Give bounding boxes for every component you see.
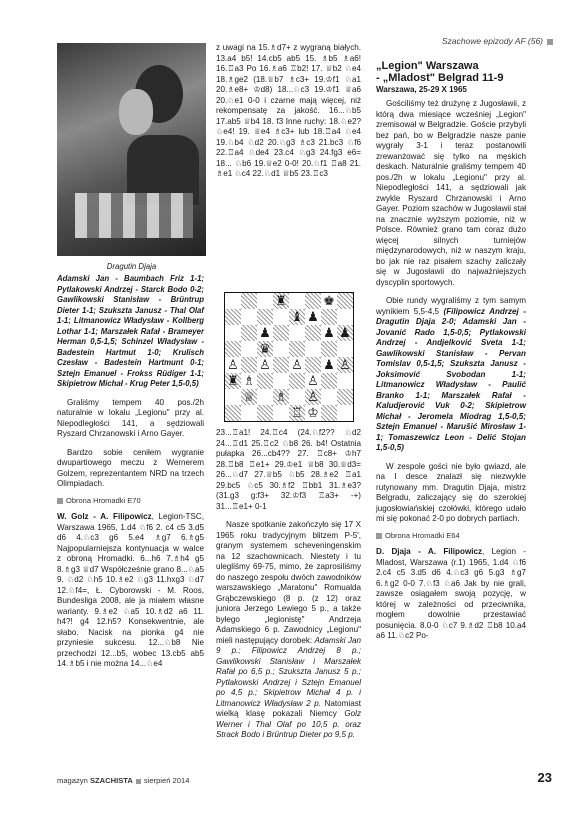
chess-board-grid bbox=[225, 293, 353, 421]
board-square bbox=[273, 357, 289, 373]
board-square bbox=[321, 341, 337, 357]
header-square-icon bbox=[547, 39, 553, 45]
chess-piece-icon: ♕ bbox=[243, 389, 255, 405]
section-header bbox=[442, 36, 553, 46]
chess-piece-icon: ♗ bbox=[275, 389, 287, 405]
match-title-line-1: „Legion" Warszawa bbox=[376, 60, 479, 72]
board-square bbox=[225, 293, 241, 309]
board-square bbox=[321, 293, 337, 309]
col1-paragraph-2: Bardzo sobie ceniłem wygranie dwupartiowego meczu z Wernerem Golzem, reprezentantem NRD na trzech Olimpiadach. bbox=[57, 447, 204, 488]
col3-paragraph-1: Gościliśmy też drużynę z Jugosławii, z którą dwa miesiące wcześniej „Legion" zremisował w Belgradzie. Goście przybyli bez pań, bo w Belgradzie nasze panie wygrały 3-1 i teraz postanowili zrewanżować się tylko na męskich deskach. Naturalnie graliśmy tempem 40 pos./2h w lokalu „Legionu" przy al. Niepodległości 141, a sędziowali jak zwykle Ryszard Chrzanowski i Arno Gayer. Poziom szachów w Jugosławii stał na znacznie wyższym poziomie, niż w Polsce. Również grano tam coraz dużo więcej silnych turniejów międzynarodowych, niż w naszym kraju, bo jak nie raz pisałem szachy zaliczały się w Jugosławii do najważniejszych dyscyplin sportowych. bbox=[376, 99, 526, 287]
board-square bbox=[257, 309, 273, 325]
board-square bbox=[273, 293, 289, 309]
chess-piece-icon: ♖ bbox=[291, 405, 303, 421]
board-square bbox=[337, 405, 353, 421]
board-square bbox=[241, 293, 257, 309]
chess-piece-icon: ♙ bbox=[307, 389, 319, 405]
board-square bbox=[321, 309, 337, 325]
board-square bbox=[241, 341, 257, 357]
board-square bbox=[289, 341, 305, 357]
chess-piece-icon: ♗ bbox=[243, 373, 255, 389]
col2-top-moves: z uwagi na 15.♗d7+ z wygraną białych. 13.a4 b5! 14.cb5 ab5 15. ♗b5 ♗a6! 16.♖a3 Po 16.♗a6 ♖b2! 17. ♕b2 ♘e4 18.♗ge2 (18.♕b7 ♗c3+ 19.♔f1 ♘a1 20.♗e8+ ♔d8) 18...♘c3 19.♔f1 ♕a6 20.♘e1 0-0 i czarne mają więcej, niż rekompensatę za jakość. 16...♘b5 17.ab5 ♕b4 18. f3 Inne ruchy: 18.♘e2? ♘e4! 19. ♕e4 ♗c3+ lub 18.♖a4 ♘e4 19.♘b4 ♘d2 20.♘g3 ♗c3 21.bc3 ♘f6 22.♖a4 ♘de4 23.c4 ♘g3 24.fg3 e6= 18... ♘b6 19.♕e2 0-0! 20.♘f1 ♖a8 21. ♗e1 ♘c4 22.♘d1 ♕b5 23.♖c3 bbox=[216, 43, 361, 178]
board-square bbox=[337, 325, 353, 341]
col3-paragraph-2: Obie rundy wygraliśmy z tym samym wynikiem 5,5-4,5 (Filipowicz Andrzej - Dragutin Djaja 2-0; Adamski Jan - Jovanić Rado 1,5-0,5; Pytlakowski Andrzej - Andjelković Sveta 1-1; Gawlikowski Stanisław - Pervan Tomislav 0,5-1,5; Szukszta Janusz - Joksimović Svobodan 1-1; Litmanowicz Władysław - Paulić Branko 1-1; Marszałek Rafał - Kaludjerović Vuk 0-2; Skipietrow Michał - Jeromela Miodrag 1,5-0,5; Sztejn Emanuel - Marušić Mirosław 1-1; Tomaszewicz Leon - Delić Stojan 1,5-0,5) bbox=[376, 296, 526, 452]
board-square bbox=[273, 389, 289, 405]
board-square bbox=[321, 405, 337, 421]
board-square bbox=[289, 405, 305, 421]
chess-piece-icon: ♜ bbox=[275, 293, 287, 309]
board-square bbox=[337, 357, 353, 373]
match-title bbox=[376, 60, 526, 94]
board-square bbox=[241, 309, 257, 325]
board-square bbox=[305, 373, 321, 389]
board-square bbox=[289, 357, 305, 373]
opening-square-icon-2 bbox=[376, 533, 382, 539]
chess-piece-icon: ♟ bbox=[259, 325, 271, 341]
chess-piece-icon: ♙ bbox=[227, 357, 239, 373]
board-square bbox=[337, 309, 353, 325]
chess-piece-icon: ♙ bbox=[291, 357, 303, 373]
board-square bbox=[257, 357, 273, 373]
board-square bbox=[321, 389, 337, 405]
board-square bbox=[305, 325, 321, 341]
board-square bbox=[241, 389, 257, 405]
players-results: Adamski Jan - Baumbach Friz 1-1; Pytlakowski Andrzej - Starck Bodo 0-2; Gawlikowski Stanisław - Brüntrup Dieter 1-1; Szukszta Janusz - Thal Olaf 1-1; Litmanowicz Władysław - Kollberg Lothar 1-1; Marszałek Rafał - Brameyer Herman 0,5-1,5; Schinzel Władysław - Badestein Hartmut 1-0; Krulisch Czesław - Badestein Hartmunt 0-1; Sztejn Emanuel - Frokss Rüdiger 1-1; Skipietrow Michał - Krug Peter 1,5-0,5) bbox=[57, 274, 204, 388]
game-1-moves: , Legion-TSC, Warszawa 1965, 1.d4 ♘f6 2. c4 c5 3.d5 d6 4.♘c3 g6 5.e4 ♗g7 6.♗g5 Najpopularniejsza kontynuacja w walce z obroną Hromadki. 6...h6 7.♗h4 g5 8.♗g3 ♕d7 Współcześnie grano 8...♘a5 9. ♘d2 ♘h5 10.♗e2 ♘g3 11.hxg3 ♘d7 12.♘f4=, Ł. Cyborowski - M. Roos, Bundesliga 2008, ale ja miałem własne warianty. 9.♗e2 ♘a5 10.♗d2 a6 11. h4?! g4 12.h5? Konsekwentnie, ale słabo. Nacisk na pionka g4 nie przyniesie sukcesu. 12...♘b8 Nie przechodzi 12...b5, wobec 13.cb5 ab5 14.♗b5 i nie można 14...♘e4 bbox=[57, 512, 204, 668]
game-2-heading: D. Djaja - A. Filipowicz bbox=[376, 547, 483, 556]
board-square bbox=[273, 405, 289, 421]
opening-label-2: Obrona Hromadki E64 bbox=[376, 531, 526, 542]
game-1-text bbox=[57, 512, 204, 670]
footer-issue: sierpień 2014 bbox=[143, 776, 190, 785]
board-square bbox=[257, 325, 273, 341]
chess-piece-icon: ♔ bbox=[307, 405, 319, 421]
section-header-text: Szachowe epizody AF (56) bbox=[441, 36, 543, 46]
board-square bbox=[225, 405, 241, 421]
board-square bbox=[225, 325, 241, 341]
opening-label-1: Obrona Hromadki E70 bbox=[57, 496, 204, 507]
board-square bbox=[273, 341, 289, 357]
photo-dragutin-djaja bbox=[57, 43, 206, 256]
board-square bbox=[321, 373, 337, 389]
board-square bbox=[289, 309, 305, 325]
board-square bbox=[305, 309, 321, 325]
col2-after-diagram: 23...♖a1! 24.♖c4 (24.♘f2?? ♘d2 24...♖d1 25.♖c2 ♘b8 26. b4! Ostatnia pułapka 26...cb4?? 27. ♖c8+ ♔h7 28.♖b8 ♖e1+ 29.♔e1 ♕b8 30.♕d3= 26...♘d7 27.♕b5 ♘b5 28.♗e2 ♖a1 29.bc5 ♘c5 30.♗f2 ♖bb1 31.♗e3? (31.g3 g:f3+ 32.♔f3 ♖a3+ -+) 31...♖e1+ 0-1 bbox=[216, 428, 361, 511]
chess-piece-icon: ♙ bbox=[259, 357, 271, 373]
chess-piece-icon: ♟ bbox=[339, 325, 351, 341]
col3-paragraph-3: W zespole gości nie było gwiazd, ale na I desce znalazł się niezwykle rutynowany mm. Dragutin Djaja, mistrz Belgradu, zaliczający się do szerokiej jugosłowiańskiej czołówki, którego udało mi się pokonać 2-0 po dobrych partiach. bbox=[376, 461, 526, 523]
board-square bbox=[305, 405, 321, 421]
chess-piece-icon: ♟ bbox=[323, 357, 335, 373]
board-square bbox=[225, 309, 241, 325]
board-square bbox=[321, 357, 337, 373]
board-square bbox=[257, 293, 273, 309]
column-1 bbox=[57, 274, 204, 670]
page-number: 23 bbox=[537, 770, 552, 785]
board-square bbox=[337, 373, 353, 389]
board-square bbox=[225, 341, 241, 357]
chess-diagram bbox=[224, 292, 354, 422]
game-1-heading: W. Golz - A. Filipowicz bbox=[57, 512, 152, 521]
board-square bbox=[257, 405, 273, 421]
board-square bbox=[257, 373, 273, 389]
board-square bbox=[273, 325, 289, 341]
footer-square-icon bbox=[136, 779, 141, 784]
board-square bbox=[241, 405, 257, 421]
game-2-moves: , Legion - Mladost, Warszawa (r.1) 1965, 1.d4 ♘f6 2.c4 c5 3.d5 d6 4.♘c3 g6 5.g3 ♗g7 6.♗g2 0-0 7.♘f3 ♘a6 Jak by nie grali, zawsze osiągałem swoją pozycję, w której w zależności od przeciwnika, mogłem dowolnie przestawiać posunięcia. 8.0-0 ♘c7 9.♗d2 ♖b8 10.a4 a6 11.♘c2 Po- bbox=[376, 547, 526, 640]
opening-square-icon bbox=[57, 498, 63, 504]
column-2-top bbox=[216, 43, 361, 180]
game-2-text bbox=[376, 547, 526, 642]
board-square bbox=[257, 341, 273, 357]
board-square bbox=[337, 389, 353, 405]
board-square bbox=[257, 389, 273, 405]
board-square bbox=[305, 341, 321, 357]
board-square bbox=[337, 341, 353, 357]
chess-piece-icon: ♟ bbox=[307, 309, 319, 325]
match-title-line-2: - „Mladost" Belgrad 11-9 bbox=[376, 72, 504, 84]
photo-caption: Dragutin Djaja bbox=[106, 262, 157, 271]
board-square bbox=[289, 325, 305, 341]
photo-face-shape bbox=[119, 89, 153, 135]
col2-paragraph-1: Nasze spotkanie zakończyło się 17 X 1965 roku tradycyjnym blitzem P-5', granym systemem scheveningenskim na 12 szachownicach. Niestety i tu ulegliśmy 69-75, mimo, że zaprosiliśmy do naszego zespołu dwóch zawodników warszawskiego „Maratonu" Romualda Grąbczewskiego (8 p. (z 12) oraz juniora Jerzego Lewiego 5 p., a także byłego „legionistę" Andrzeja Adamskiego 6 p. Zawodnicy „Legionu" mieli następujący dorobek: Adamski Jan 9 p.; Filipowicz Andrzej 8 p.; Gawlikowski Stanisław i Marszałek Rafał po 6,5 p.; Szukszta Janusz 5 p.; Pytlakowski Andrzej i Sztejn Emanuel po 4,5 p.; Skipietrow Michał 4 p. i Litmanowicz Władysław 2 p. Natomiast wielką klasę pokazali Niemcy Golz Werner i Thal Olaf po 10,5 p. oraz Strack Bodo i Brüntrup Dieter po 9,5 p. bbox=[216, 520, 361, 739]
board-square bbox=[289, 373, 305, 389]
chess-piece-icon: ♝ bbox=[291, 309, 303, 325]
board-square bbox=[225, 389, 241, 405]
match-date: Warszawa, 25-29 X 1965 bbox=[376, 85, 467, 94]
board-square bbox=[321, 325, 337, 341]
board-square bbox=[337, 293, 353, 309]
board-square bbox=[225, 373, 241, 389]
col1-paragraph-1: Graliśmy tempem 40 pos./2h naturalnie w lokalu „Legionu" przy al. Niepodległości 141, a sędziowali Ryszard Chrzanowski i Arno Gayer. bbox=[57, 397, 204, 438]
board-square bbox=[305, 357, 321, 373]
board-square bbox=[273, 309, 289, 325]
chess-piece-icon: ♜ bbox=[227, 373, 239, 389]
chess-piece-icon: ♙ bbox=[307, 373, 319, 389]
board-square bbox=[241, 373, 257, 389]
chess-piece-icon: ♟ bbox=[323, 325, 335, 341]
column-3 bbox=[376, 99, 526, 642]
board-square bbox=[273, 373, 289, 389]
board-square bbox=[241, 325, 257, 341]
chess-piece-icon: ♚ bbox=[323, 293, 335, 309]
board-square bbox=[305, 293, 321, 309]
board-square bbox=[225, 357, 241, 373]
footer-magazine: magazyn SZACHISTA sierpień 2014 bbox=[57, 776, 190, 785]
board-square bbox=[289, 389, 305, 405]
board-square bbox=[241, 357, 257, 373]
footer-magazine-name: SZACHISTA bbox=[89, 776, 133, 785]
chess-piece-icon: ♙ bbox=[339, 357, 351, 373]
column-2-bottom bbox=[216, 428, 361, 741]
board-square bbox=[289, 293, 305, 309]
board-square bbox=[305, 389, 321, 405]
chess-piece-icon: ♛ bbox=[259, 341, 271, 357]
photo-chessboard-shape bbox=[75, 193, 193, 238]
